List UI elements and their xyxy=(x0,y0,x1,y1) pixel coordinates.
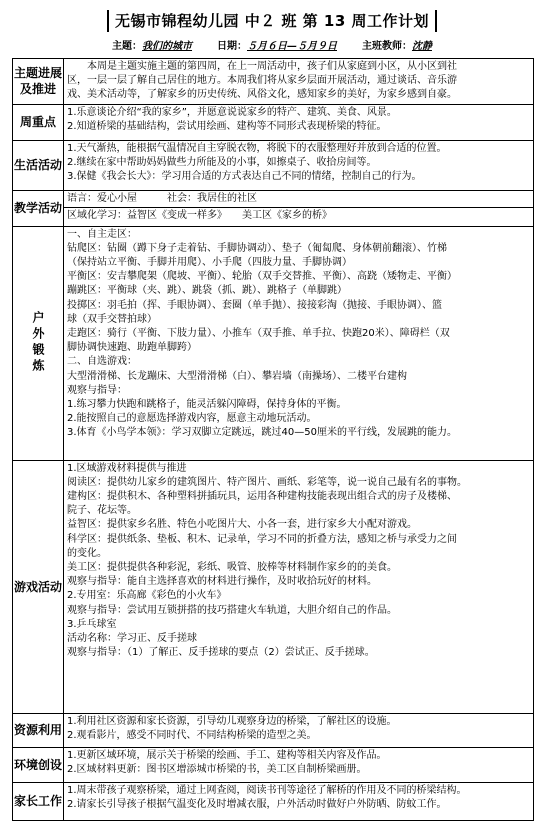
row-content xyxy=(64,59,534,105)
plan-row xyxy=(13,226,534,460)
content-line: 2.继续在家中帮助妈妈做些力所能及的小事，如擦桌子、收拾房间等。 xyxy=(67,156,377,168)
content-line: 2.专用室：乐高廊《彩色的小火车》 xyxy=(67,590,227,602)
row-label: 周重点 xyxy=(13,104,64,140)
row-content xyxy=(64,747,534,782)
divider xyxy=(64,207,533,208)
content-line: 大型滑滑梯、长龙蹦床、大型滑滑梯（白）、攀岩墙（南操场）、二楼平台建构 xyxy=(67,370,407,382)
content-line: 语言：爱心小屋 社会：我居住的社区 xyxy=(67,192,257,204)
row-label: 户外锻炼 xyxy=(13,226,64,460)
row-label: 家长工作 xyxy=(13,782,64,820)
row-content xyxy=(64,104,534,140)
content-line: 一、自主走区： xyxy=(67,228,137,240)
content-line: 的变化。 xyxy=(67,547,107,559)
content-line: 平衡区：安吉攀爬架（爬坡、平衡）、轮胎（双手交替推、平衡）、高跷（矮物走、平衡） xyxy=(67,271,457,283)
plan-row xyxy=(13,747,534,782)
plan-row xyxy=(13,104,534,140)
row-label: 生活活动 xyxy=(13,140,64,190)
content-line: 1.练习攀力快跑和跳格子，能灵活躲闪障碍，保持身体的平衡。 xyxy=(67,399,347,411)
content-line: 1.周末带孩子观察桥梁，通过上网查阅，阅读书刊等途径了解桥的作用及不同的桥梁结构。 xyxy=(67,784,467,796)
content-line: 蹦跳区：平衡球（夹、跳）、跳袋（抓、跳）、跳格子（单脚跳） xyxy=(67,285,347,297)
plan-row xyxy=(13,782,534,820)
content-line: 2.知道桥梁的基础结构，尝试用绘画、建构等不同形式表现桥梁的特征。 xyxy=(67,120,387,132)
content-line: 戏、美术活动等，了解家乡的历史传统、风俗文化，感知家乡的美好，为家乡感到自豪。 xyxy=(67,89,457,101)
content-line: 3.体育《小鸟学本领》：学习双脚立定跳远，跳过40—50厘米的平行线，发展跳的能力。 xyxy=(67,427,457,439)
row-label: 主题进展及推进 xyxy=(13,59,64,105)
title-area xyxy=(0,10,544,32)
content-line: 建构区：提供积木、各种塑料拼插玩具，运用各种建构技能表现出组合式的房子及楼梯、 xyxy=(67,491,457,503)
plan-table xyxy=(12,58,534,821)
row-content xyxy=(64,140,534,190)
row-content xyxy=(64,190,534,226)
row-content xyxy=(64,226,534,460)
content-line: 钻爬区：钻圈（蹲下身子走着钻、手脚协调动）、垫子（匍匐爬、身体朝前翻滚）、竹梯 xyxy=(67,242,447,254)
content-line: 2.观看影片，感受不同时代、不同结构桥梁的造型之美。 xyxy=(67,729,317,741)
content-line: 观察与指导：尝试用互锁拼搭的技巧搭建火车轨道，大胆介绍自己的作品。 xyxy=(67,604,397,616)
content-line: 二、自选游戏： xyxy=(67,356,137,368)
teacher-value: 沈静 xyxy=(411,41,432,52)
content-line: 阅读区：提供幼儿家乡的建筑图片、特产图片、画纸、彩笔等，说一说自己最有名的事物。 xyxy=(67,476,467,488)
meta-line xyxy=(0,40,544,54)
content-line: 观察与指导：（1）了解正、反手搓球的要点（2）尝试正、反手搓球。 xyxy=(67,647,375,659)
content-line: 1.乐意谈论介绍“我的家乡”，并愿意说说家乡的特产、建筑、美食、风景。 xyxy=(67,106,397,118)
content-line: 2.区域材料更新：图书区增添城市桥梁的书，美工区自制桥梁画册。 xyxy=(67,763,367,775)
row-label: 环境创设 xyxy=(13,747,64,782)
plan-row xyxy=(13,190,534,226)
row-label: 资源利用 xyxy=(13,713,64,747)
content-line: 投掷区：羽毛拍（挥、手眼协调）、套圈（单手抛）、接接彩淘（抛接、手眼协调）、篮 xyxy=(67,299,442,311)
plan-row xyxy=(13,460,534,713)
content-line: 走跑区：骑行（平衡、下肢力量）、小推车（双手推、单手拉、快跑20米）、障碍栏（双 xyxy=(67,328,450,340)
content-line: 1.更新区域环境，展示关于桥梁的绘画、手工、建构等相关内容及作品。 xyxy=(67,749,387,761)
plan-row xyxy=(13,59,534,105)
content-line: 1.区域游戏材料提供与推进 xyxy=(67,462,187,474)
content-line: 观察与指导： xyxy=(67,384,127,396)
content-line: 活动名称：学习正、反手搓球 xyxy=(67,633,197,645)
date-label: 日期： xyxy=(217,41,247,52)
content-line: （保持站立平衡、手脚并用爬）、小手爬（四肢力量、手脚协调） xyxy=(67,257,352,269)
row-label: 教学活动 xyxy=(13,190,64,226)
content-line: 观察与指导：能自主选择喜欢的材料进行操作，及时收拾玩好的材料。 xyxy=(67,576,377,588)
content-line: 美工区：提供提供各种彩泥，彩纸、吸管、胶棒等材料制作家乡的的美食。 xyxy=(67,562,397,574)
content-line: 脚协调快速跑、助跑单脚跨） xyxy=(67,342,197,354)
content-line: 球（双手交替拍球） xyxy=(67,313,157,325)
content-line: 3.乒乓球室 xyxy=(67,618,117,630)
page-title: 无锡市锦程幼儿园 中２ 班 第 13 周工作计划 xyxy=(107,10,437,32)
row-label: 游戏活动 xyxy=(13,460,64,713)
content-line: 益智区：提供家乡名胜、特色小吃图片大、小各一套，进行家乡大小配对游戏。 xyxy=(67,519,417,531)
row-content xyxy=(64,460,534,713)
content-line: 区，一层一层了解自己居住的地方。本周我们将从家乡层面开展活动，通过谈话、音乐游 xyxy=(67,75,457,87)
content-line: 3.保健《我会长大》：学习用合适的方式表达自己不同的情绪，控制自己的行为。 xyxy=(67,171,422,183)
content-line: 院子、花坛等。 xyxy=(67,505,137,517)
content-line: 区域化学习：益智区《变成一样多》 美工区《家乡的桥》 xyxy=(67,209,332,221)
content-line: 2.请家长引导孩子根据气温变化及时增减衣服，户外活动时做好户外防晒、防蚊工作。 xyxy=(67,798,447,810)
theme-label: 主题： xyxy=(112,41,143,52)
date-value: ５月６日—５月９日 xyxy=(247,41,337,52)
theme-value: 我们的城市 xyxy=(142,41,193,52)
content-line: 2.能按照自己的意愿选择游戏内容，愿意主动地玩活动。 xyxy=(67,413,317,425)
teacher-label: 主班教师： xyxy=(361,41,412,52)
content-line: 科学区：提供纸条、垫板、积木、记录单，学习不同的折叠方法，感知之桥与承受力之间 xyxy=(67,533,457,545)
plan-row xyxy=(13,713,534,747)
content-line: 1.天气渐热，能根据气温情况自主穿脱衣物，将脱下的衣服整理好并放到合适的位置。 xyxy=(67,142,447,154)
content-line: 本周是主题实施主题的第四周，在上一周活动中，孩子们从家庭到小区，从小区到社 xyxy=(87,61,457,72)
plan-row xyxy=(13,140,534,190)
row-content xyxy=(64,713,534,747)
content-line: 1.利用社区资源和家长资源，引导幼儿观察身边的桥梁，了解社区的设施。 xyxy=(67,715,397,727)
row-content xyxy=(64,782,534,820)
